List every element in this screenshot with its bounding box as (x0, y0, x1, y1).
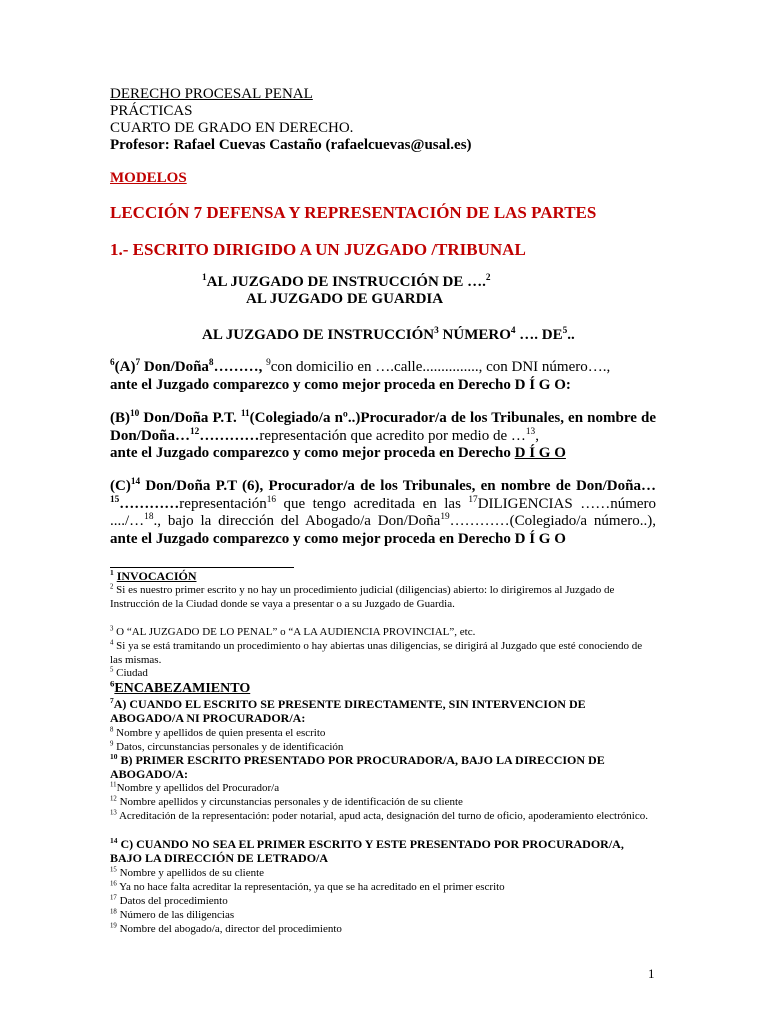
footnote-13: $^{13}$ Acreditación de la representación: poder notarial, apud acta, designación del turno de oficio, apoderamiento electrónico. (110, 809, 648, 822)
juzgado-guardia: AL JUZGADO DE GUARDIA (246, 291, 444, 307)
paragraph-b-label: (B) (110, 410, 130, 426)
footnote-3: $^3$ O “AL JUZGADO DE LO PENAL” o “A LA AUDIENCIA PROVINCIAL”, etc. (110, 625, 476, 638)
footnote-separator (110, 567, 294, 568)
paragraph-c-label: (C) (110, 478, 131, 494)
paragraph-b-rep: representación que acredito por medio de … (259, 427, 526, 444)
paragraph-b-colegiado: (Colegiado/a nº..)Procurador/a de los Tribunales, en nombre de Don/Doña… (110, 410, 656, 444)
paragraph-a-comparezco: ante el Juzgado comparezco y como mejor proceda en Derecho D Í G O: (110, 376, 571, 393)
footnote-2: $^2$ Si es nuestro primer escrito y no hay un procedimiento judicial (diligencias) abierto: lo dirigiremos al Juzgado de Instrucción de la Ciudad donde se vaya a presentar o a su Juzgado de Guardia. (110, 583, 615, 610)
paragraph-c-comparezco: ante el Juzgado comparezco y como mejor proceda en Derecho D Í G O (110, 530, 566, 547)
footnote-4-text: Si ya se está tramitando un procedimiento o hay abiertas unas diligencias, se dirigirá al Juzgado que esté conociendo de las mismas. (110, 640, 643, 666)
grado-line: CUARTO DE GRADO EN DERECHO. (110, 120, 354, 136)
footnote-10: $^{10}$ B) PRIMER ESCRITO PRESENTADO POR PROCURADOR/A, BAJO LA DIRECCION DE ABOGADO/A: (110, 752, 605, 781)
modelos-heading: MODELOS (110, 170, 187, 186)
paragraph-c-dots: ………… (119, 495, 180, 512)
footnote-18-text: Número de las diligencias (119, 909, 235, 921)
footnote-17-text: Datos del procedimiento (119, 895, 228, 907)
footnote-11: $^{11}$Nombre y apellidos del Procurador/a (110, 781, 280, 794)
footnote-13-text: Acreditación de la representación: poder notarial, apud acta, designación del turno de oficio, apoderamiento electrónico. (118, 810, 648, 822)
footnote-18: $^{18}$ Número de las diligencias (110, 908, 235, 921)
paragraph-a-don: Don/Doña (140, 359, 209, 375)
paragraph-a-label: (A) (114, 359, 136, 375)
paragraph-a-domicilio: con domicilio en ….calle..............., con DNI número…., (270, 359, 611, 375)
footnote-2-text: Si es nuestro primer escrito y no hay un procedimiento judicial (diligencias) abierto: lo dirigiremos al Juzgado de Instrucción de la Ciudad donde se vaya a presentar o a su Juzgado de Guardia. (110, 584, 615, 610)
footnote-8: $^8$ Nombre y apellidos de quien presenta el escrito (110, 726, 326, 739)
section-heading: 1.- ESCRITO DIRIGIDO A UN JUZGADO /TRIBUNAL (110, 240, 526, 259)
footnote-11-text: Nombre y apellidos del Procurador/a (116, 782, 280, 794)
footnote-7: $^7$A) CUANDO EL ESCRITO SE PRESENTE DIRECTAMENTE, SIN INTERVENCION DE ABOGADO/A NI PROCURADOR/A: (110, 696, 586, 725)
footnote-6: $^6$ENCABEZAMIENTO (110, 678, 251, 696)
juzgado-de: …. DE (515, 327, 563, 343)
paragraph-c-don: Don/Doña P.T (6), Procurador/a de los Tribunales, en nombre de Don/Doña… (140, 478, 656, 494)
juzgado-numero: NÚMERO (438, 327, 511, 343)
juzgado-line-1-text: AL JUZGADO DE INSTRUCCIÓN DE …. (206, 274, 486, 290)
paragraph-b-dots: ………… (199, 427, 260, 444)
footnote-19: $^{19}$ Nombre del abogado/a, director del procedimiento (110, 922, 342, 935)
footnote-1: $^1$ INVOCACIÓN (110, 568, 197, 583)
footnote-9-text: Datos, circunstancias personales y de identificación (116, 741, 344, 753)
paragraph-b-digo: D Í G O (514, 445, 566, 461)
footnote-14: $^{14}$ C) CUANDO NO SEA EL PRIMER ESCRITO Y ESTE PRESENTADO POR PROCURADOR/A, BAJO LA DIRECCIÓN DE LETRADO/A (110, 836, 624, 865)
footnote-16-text: Ya no hace falta acreditar la representación, ya que se ha acreditado en el primer escrito (119, 881, 505, 893)
footnote-6-text: ENCABEZAMIENTO (114, 681, 251, 696)
paragraph-c-numero: ……número ..../… (110, 495, 657, 529)
juzgado-dots: .. (567, 327, 575, 343)
footnote-8-text: Nombre y apellidos de quien presenta el escrito (116, 727, 326, 739)
footnote-5-text: Ciudad (116, 667, 148, 679)
footnote-17: $^{17}$ Datos del procedimiento (110, 894, 228, 907)
footnote-15: $^{15}$ Nombre y apellidos de su cliente (110, 866, 265, 879)
paragraph-b-comparezco: ante el Juzgado comparezco y como mejor proceda en Derecho (110, 445, 515, 461)
footnote-4: $^4$ Si ya se está tramitando un procedimiento o hay abiertas unas diligencias, se dirigirá al Juzgado que esté conociendo de las mismas. (110, 639, 643, 666)
paragraph-a: $^6(A)^7$ Don/Doña$^8$………, $^9$con domicilio en ….calle..............., con DNI número…., ante el Juzgado comparezco y como mejor proceda en Derecho D Í G O: (110, 358, 611, 393)
juzgado-line-3: AL JUZGADO DE INSTRUCCIÓN$^3$ NÚMERO$^4$ …. $DE^5$.. (202, 326, 575, 343)
paragraph-c-rep: representación (179, 495, 267, 512)
footnote-10-text: B) PRIMER ESCRITO PRESENTADO POR PROCURADOR/A, BAJO LA DIRECCION DE ABOGADO/A: (110, 753, 605, 781)
footnote-12: $^{12}$ Nombre apellidos y circunstancias personales y de identificación de su cliente (110, 795, 463, 808)
paragraph-b: $(B)^{10}$ Don/Doña P.T. $^{11}$(Colegiado/a nº..)Procurador/a de los Tribunales, en nombre de Don/Doña…$^{12}$…………representación que acredito por medio de …$^{13}$, ante el Juzgado comparezco y como mejor proceda en Derecho D Í G O (110, 409, 656, 461)
page-number: 1 (648, 966, 655, 981)
course-title-text: DERECHO PROCESAL PENAL (110, 86, 313, 102)
footnote-15-text: Nombre y apellidos de su cliente (119, 867, 265, 879)
course-title (110, 86, 313, 103)
paragraph-c-direccion: ., bajo la dirección del Abogado/a Don/Doña (153, 513, 441, 529)
footnote-19-text: Nombre del abogado/a, director del procedimiento (119, 923, 342, 935)
footnote-5: $^5$ Ciudad (110, 666, 148, 679)
footnote-9: $^9$ Datos, circunstancias personales y de identificación (110, 740, 344, 753)
footnote-14-text: C) CUANDO NO SEA EL PRIMER ESCRITO Y ESTE PRESENTADO POR PROCURADOR/A, BAJO LA DIRECCIÓN DE LETRADO/A (110, 837, 624, 865)
footnote-3-text: O “AL JUZGADO DE LO PENAL” o “A LA AUDIENCIA PROVINCIAL”, etc. (116, 626, 476, 638)
paragraph-c-diligencias: DILIGENCIAS (477, 495, 573, 512)
paragraph-c-colegiado: (Colegiado/a número..), (509, 513, 656, 529)
footnote-7-text: A) CUANDO EL ESCRITO SE PRESENTE DIRECTAMENTE, SIN INTERVENCION DE ABOGADO/A NI PROCURADOR/A: (110, 697, 586, 725)
paragraph-c-acreditada: que tengo acreditada en las (276, 495, 469, 512)
leccion-heading: LECCIÓN 7 DEFENSA Y REPRESENTACIÓN DE LAS PARTES (110, 203, 597, 222)
footnote-16: $^{16}$ Ya no hace falta acreditar la representación, ya que se ha acreditado en el primer escrito (110, 880, 505, 893)
juzgado-line-1: $^1$AL JUZGADO DE INSTRUCCIÓN DE ….$^2$ (202, 273, 491, 290)
paragraph-a-dots: ………, (213, 359, 267, 375)
paragraph-b-don: Don/Doña P.T. (139, 410, 241, 426)
juzgado-instruccion: AL JUZGADO DE INSTRUCCIÓN (202, 327, 435, 343)
profesor-line: Profesor: Rafael Cuevas Castaño (rafaelcuevas@usal.es) (110, 137, 472, 153)
practicas-line: PRÁCTICAS (110, 103, 193, 119)
footnote-12-text: Nombre apellidos y circunstancias personales y de identificación de su cliente (119, 796, 463, 808)
footnote-1-text: INVOCACIÓN (116, 569, 197, 583)
paragraph-c: $(C)^{14}$ Don/Doña P.T (6), Procurador/a de los Tribunales, en nombre de Don/Doña…$^{15}$…………representación$^{16}$ que tengo acreditada en las $^{17}$DILIGENCIAS ……número ..../…$^{18}$., bajo la dirección del Abogado/a Don/Doña$^{19}$…………(Colegiado/a número..), ante el Juzgado comparezco y como mejor proceda en Derecho D Í G O (110, 477, 657, 547)
